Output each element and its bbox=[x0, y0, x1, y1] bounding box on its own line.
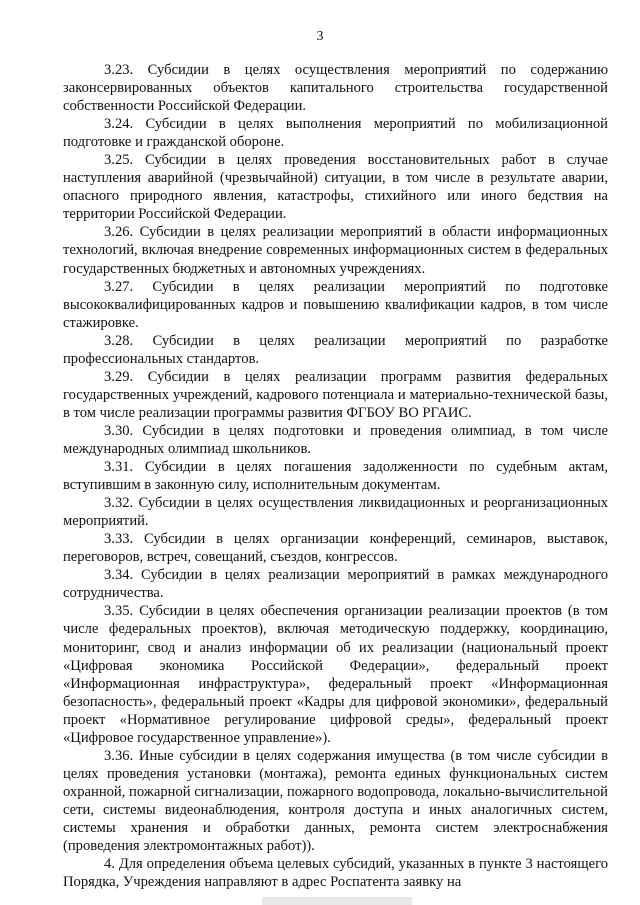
paragraph-3-27: 3.27. Субсидии в целях реализации мероприятий по подготовке высококвалифицированных кадров и повышению квалификации кадров, в том числе стажировке. bbox=[63, 278, 608, 331]
document-body bbox=[63, 61, 608, 891]
paragraph-3-28: 3.28. Субсидии в целях реализации мероприятий по разработке профессиональных стандартов. bbox=[63, 332, 608, 367]
paragraph-3-30: 3.30. Субсидии в целях подготовки и проведения олимпиад, в том числе международных олимпиад школьников. bbox=[63, 422, 608, 457]
paragraph-4: 4. Для определения объема целевых субсидий, указанных в пункте 3 настоящего Порядка, Учреждения направляют в адрес Роспатента заявку на bbox=[63, 856, 608, 891]
paragraph-3-23: 3.23. Субсидии в целях осуществления мероприятий по содержанию законсервированных объектов капитального строительства государственной собственности Российской Федерации. bbox=[63, 62, 608, 115]
paragraph-3-33: 3.33. Субсидии в целях организации конференций, семинаров, выставок, переговоров, встреч, совещаний, съездов, конгрессов. bbox=[63, 531, 608, 566]
paragraph-3-25: 3.25. Субсидии в целях проведения восстановительных работ в случае наступления аварийной (чрезвычайной) ситуации, в том числе в результате аварии, опасного природного явления, катастрофы, стихийного или иного бедствия на территории Российской Федерации. bbox=[63, 152, 608, 223]
scan-edge-artifact bbox=[262, 897, 412, 905]
paragraph-3-36: 3.36. Иные субсидии в целях содержания имущества (в том числе субсидии в целях проведения установки (монтажа), ремонта единых функциональных систем охранной, пожарной сигнализации, пожарного водопровода, локально-вычислительной сети, системы видеонаблюдения, контроля доступа и иных аналогичных систем, системы хранения и обработки данных, ремонта систем электроснабжения (проведения электромонтажных работ)). bbox=[63, 747, 608, 855]
page-number: 3 bbox=[316, 29, 324, 44]
paragraph-3-31: 3.31. Субсидии в целях погашения задолженности по судебным актам, вступившим в законную силу, исполнительным документам. bbox=[63, 459, 608, 494]
paragraph-3-26: 3.26. Субсидии в целях реализации мероприятий в области информационных технологий, включая внедрение современных информационных систем в федеральных государственных бюджетных и автономных учреждениях. bbox=[63, 224, 608, 277]
paragraph-3-24: 3.24. Субсидии в целях выполнения мероприятий по мобилизационной подготовке и гражданской обороне. bbox=[63, 116, 608, 151]
paragraph-3-29: 3.29. Субсидии в целях реализации программ развития федеральных государственных учреждений, кадрового потенциала и материально-технической базы, в том числе реализации программы развития ФГБОУ ВО РГАИС. bbox=[63, 368, 608, 421]
paragraph-3-32: 3.32. Субсидии в целях осуществления ликвидационных и реорганизационных мероприятий. bbox=[63, 495, 608, 530]
paragraph-3-35: 3.35. Субсидии в целях обеспечения организации реализации проектов (в том числе федеральных проектов), включая методическую поддержку, координацию, мониторинг, свод и анализ информации об их реализации (национальный проект «Цифровая экономика Российской Федерации», федеральный проект «Информационная инфраструктура», федеральный проект «Информационная безопасность», федеральный проект «Кадры для цифровой экономики», федеральный проект «Нормативное регулирование цифровой среды», федеральный проект «Цифровое государственное управление»). bbox=[63, 603, 608, 746]
paragraph-3-34: 3.34. Субсидии в целях реализации мероприятий в рамках международного сотрудничества. bbox=[63, 567, 608, 602]
